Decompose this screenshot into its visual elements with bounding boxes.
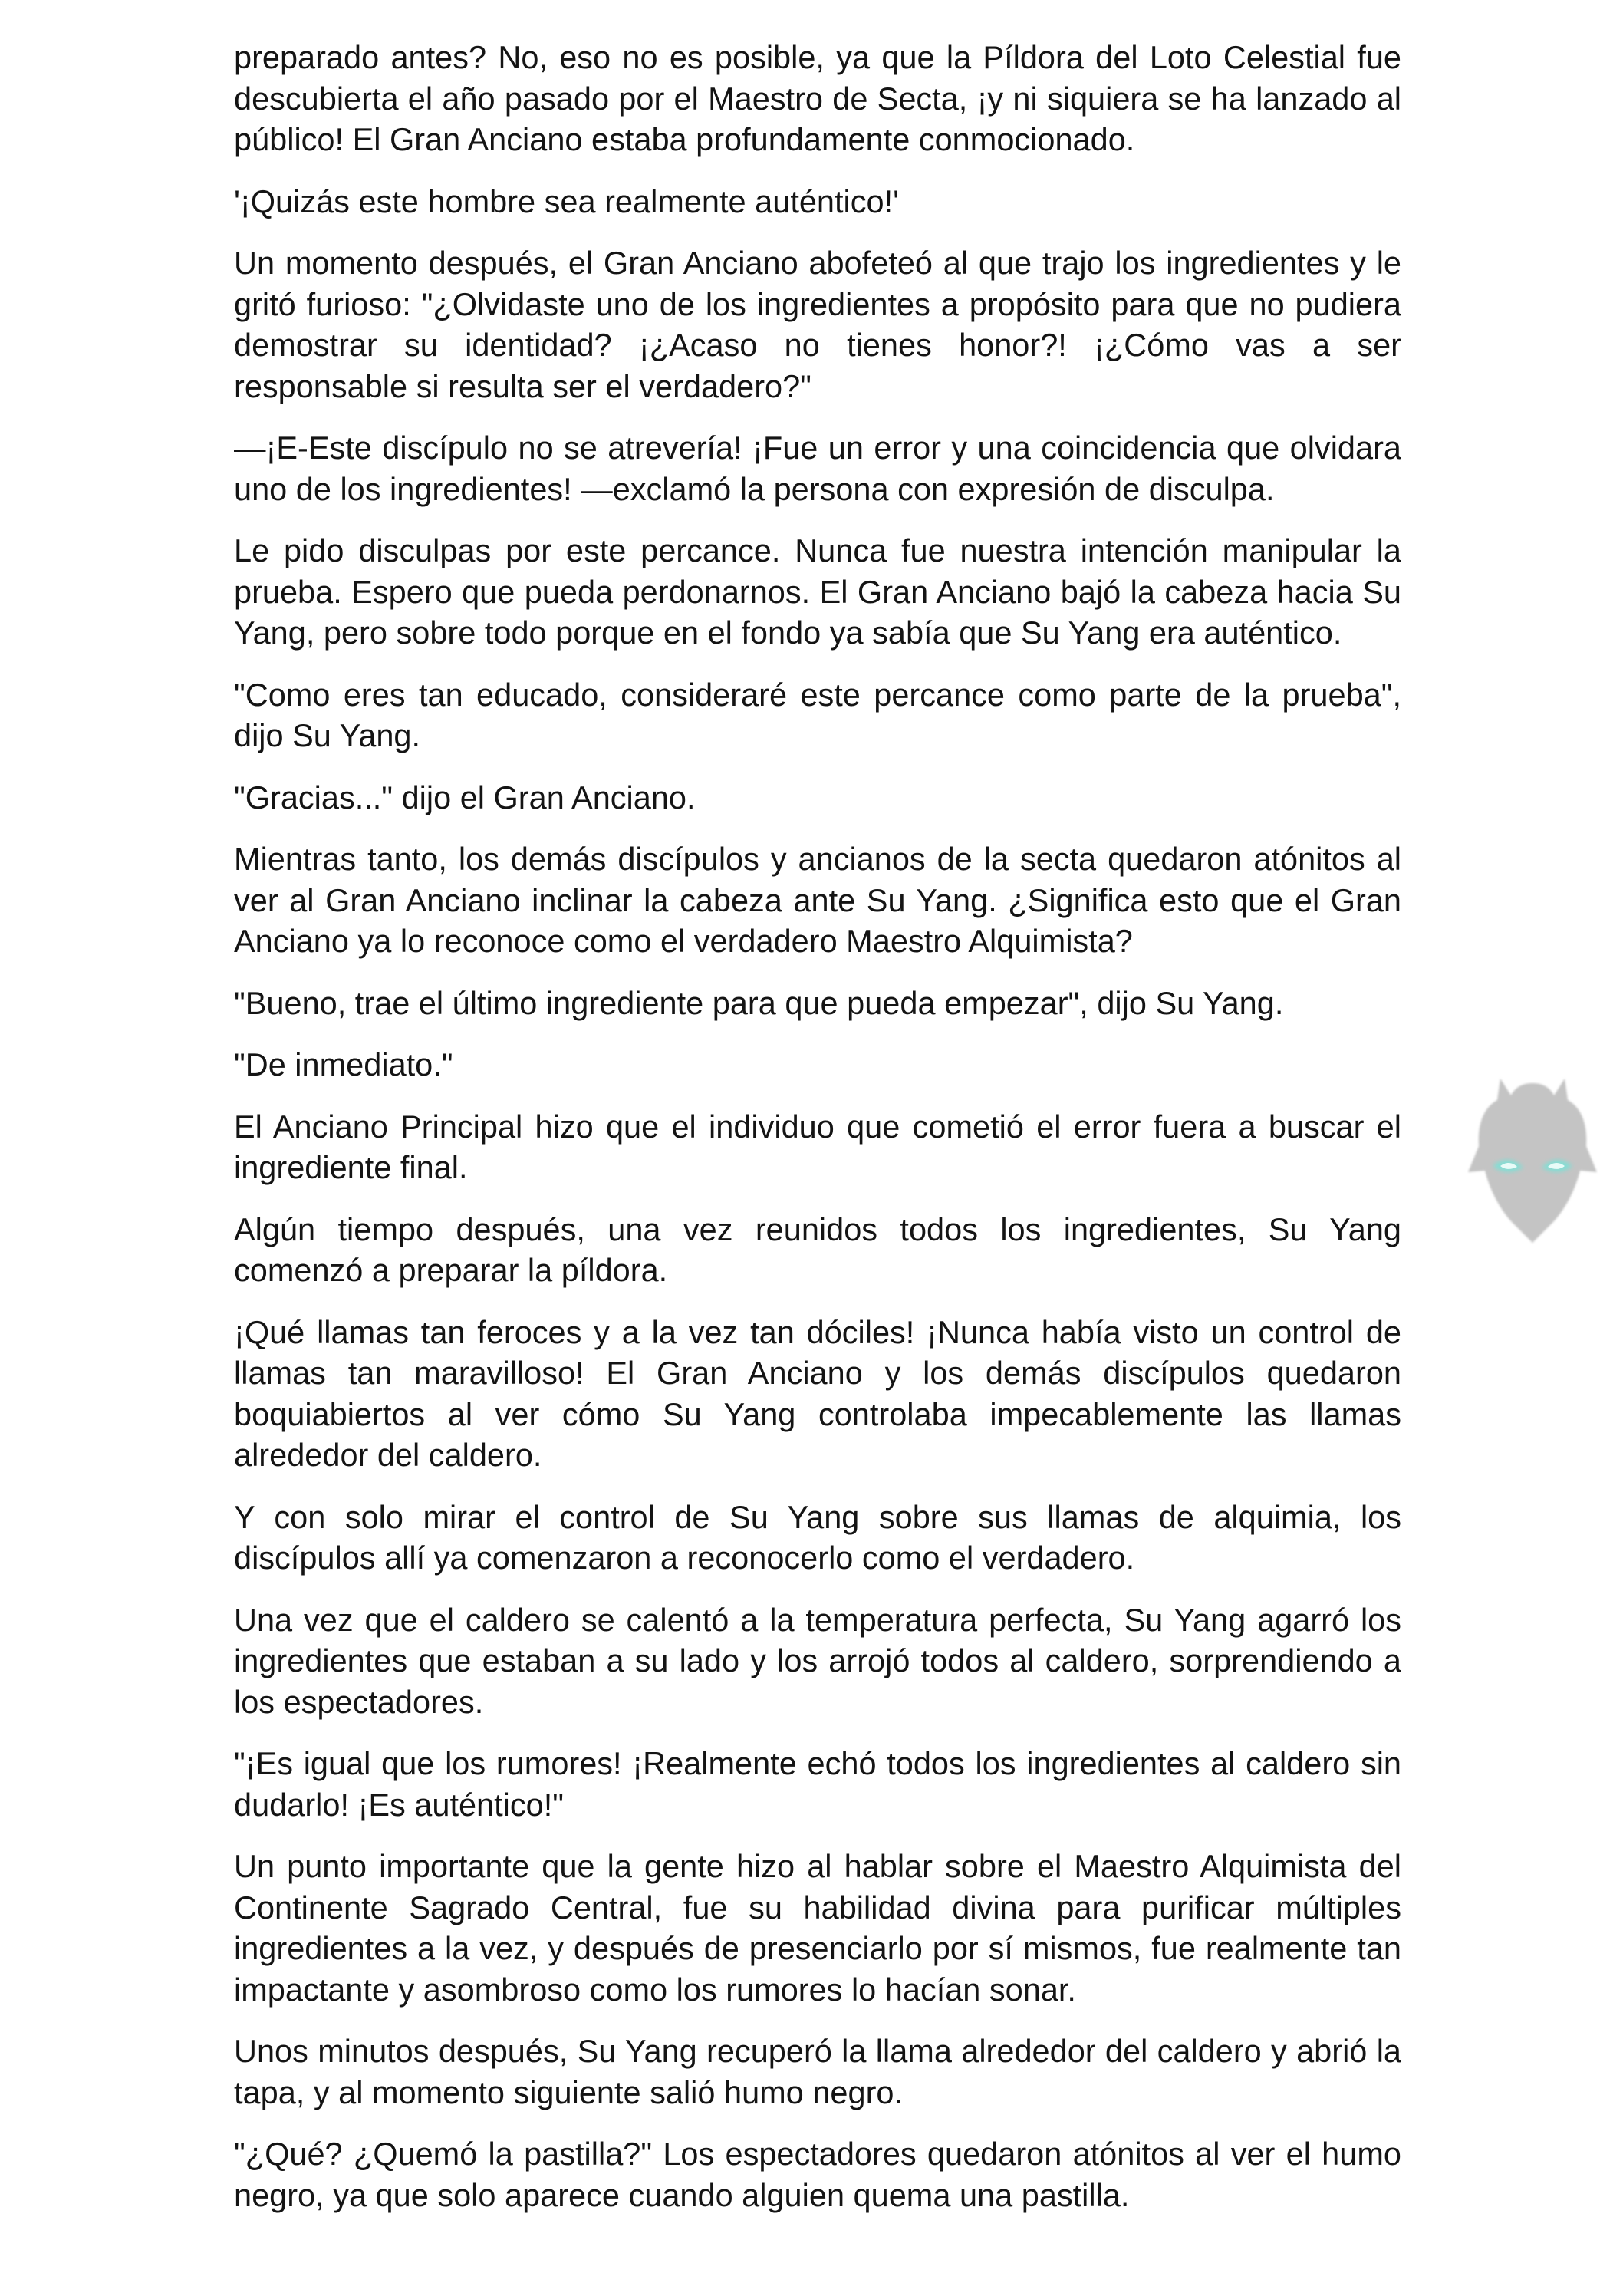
paragraph-6: "Como eres tan educado, consideraré este percance como parte de la prueba", dijo Su Yang. bbox=[234, 676, 1401, 753]
paragraph-14: Y con solo mirar el control de Su Yang sobre sus llamas de alquimia, los discípulos allí ya comenzaron a reconocerlo como el verdadero. bbox=[234, 1498, 1401, 1576]
paragraph-7: "Gracias..." dijo el Gran Anciano. bbox=[234, 779, 696, 815]
paragraph-12: Algún tiempo después, una vez reunidos todos los ingredientes, Su Yang comenzó a preparar la píldora. bbox=[234, 1211, 1401, 1288]
paragraph-13: ¡Qué llamas tan feroces y a la vez tan dóciles! ¡Nunca había visto un control de llamas tan maravilloso! El Gran Anciano y los demás discípulos quedaron boquiabiertos al ver cómo Su Yang controlaba impecablemente las llamas alrededor del caldero. bbox=[234, 1313, 1401, 1473]
paragraph-16: "¡Es igual que los rumores! ¡Realmente echó todos los ingredientes al caldero sin dudarlo! ¡Es auténtico!" bbox=[234, 1745, 1401, 1823]
paragraph-10: "De inmediato." bbox=[234, 1046, 453, 1082]
demon-head-watermark bbox=[1467, 1072, 1598, 1250]
paragraph-11: El Anciano Principal hizo que el individuo que cometió el error fuera a buscar el ingrediente final. bbox=[234, 1108, 1401, 1185]
demon-head-icon bbox=[1467, 1072, 1598, 1250]
paragraph-9: "Bueno, trae el último ingrediente para que pueda empezar", dijo Su Yang. bbox=[234, 984, 1284, 1021]
document-body bbox=[234, 37, 1401, 2236]
paragraph-15: Una vez que el caldero se calentó a la temperatura perfecta, Su Yang agarró los ingredientes que estaban a su lado y los arrojó todos al caldero, sorprendiendo a los espectadores. bbox=[234, 1601, 1401, 1720]
paragraph-18: Unos minutos después, Su Yang recuperó la llama alrededor del caldero y abrió la tapa, y al momento siguiente salió humo negro. bbox=[234, 2033, 1401, 2110]
paragraph-2: '¡Quizás este hombre sea realmente auténtico!' bbox=[234, 183, 900, 219]
paragraph-17: Un punto importante que la gente hizo al hablar sobre el Maestro Alquimista del Continente Sagrado Central, fue su habilidad divina para purificar múltiples ingredientes a la vez, y después de presenciarlo por sí mismos, fue realmente tan impactante y asombroso como los rumores lo hacían sonar. bbox=[234, 1848, 1401, 2008]
paragraph-3: Un momento después, el Gran Anciano abofeteó al que trajo los ingredientes y le gritó furioso: "¿Olvidaste uno de los ingredientes a propósito para que no pudiera demostrar su identidad? ¡¿Acaso no tienes honor?! ¡¿Cómo vas a ser responsable si resulta ser el verdadero?" bbox=[234, 245, 1401, 404]
paragraph-8: Mientras tanto, los demás discípulos y ancianos de la secta quedaron atónitos al ver al Gran Anciano inclinar la cabeza ante Su Yang. ¿Significa esto que el Gran Anciano ya lo reconoce como el verdadero Maestro Alquimista? bbox=[234, 841, 1401, 959]
paragraph-4: —¡E-Este discípulo no se atrevería! ¡Fue un error y una coincidencia que olvidara uno de los ingredientes! —exclamó la persona con expresión de disculpa. bbox=[234, 430, 1401, 507]
paragraph-1: preparado antes? No, eso no es posible, ya que la Píldora del Loto Celestial fue descubierta el año pasado por el Maestro de Secta, ¡y ni siquiera se ha lanzado al público! El Gran Anciano estaba profundamente conmocionado. bbox=[234, 39, 1401, 157]
paragraph-19: "¿Qué? ¿Quemó la pastilla?" Los espectadores quedaron atónitos al ver el humo negro, ya que solo aparece cuando alguien quema una pastilla. bbox=[234, 2136, 1401, 2213]
paragraph-5: Le pido disculpas por este percance. Nunca fue nuestra intención manipular la prueba. Espero que pueda perdonarnos. El Gran Anciano bajó la cabeza hacia Su Yang, pero sobre todo porque en el fondo ya sabía que Su Yang era auténtico. bbox=[234, 532, 1401, 651]
